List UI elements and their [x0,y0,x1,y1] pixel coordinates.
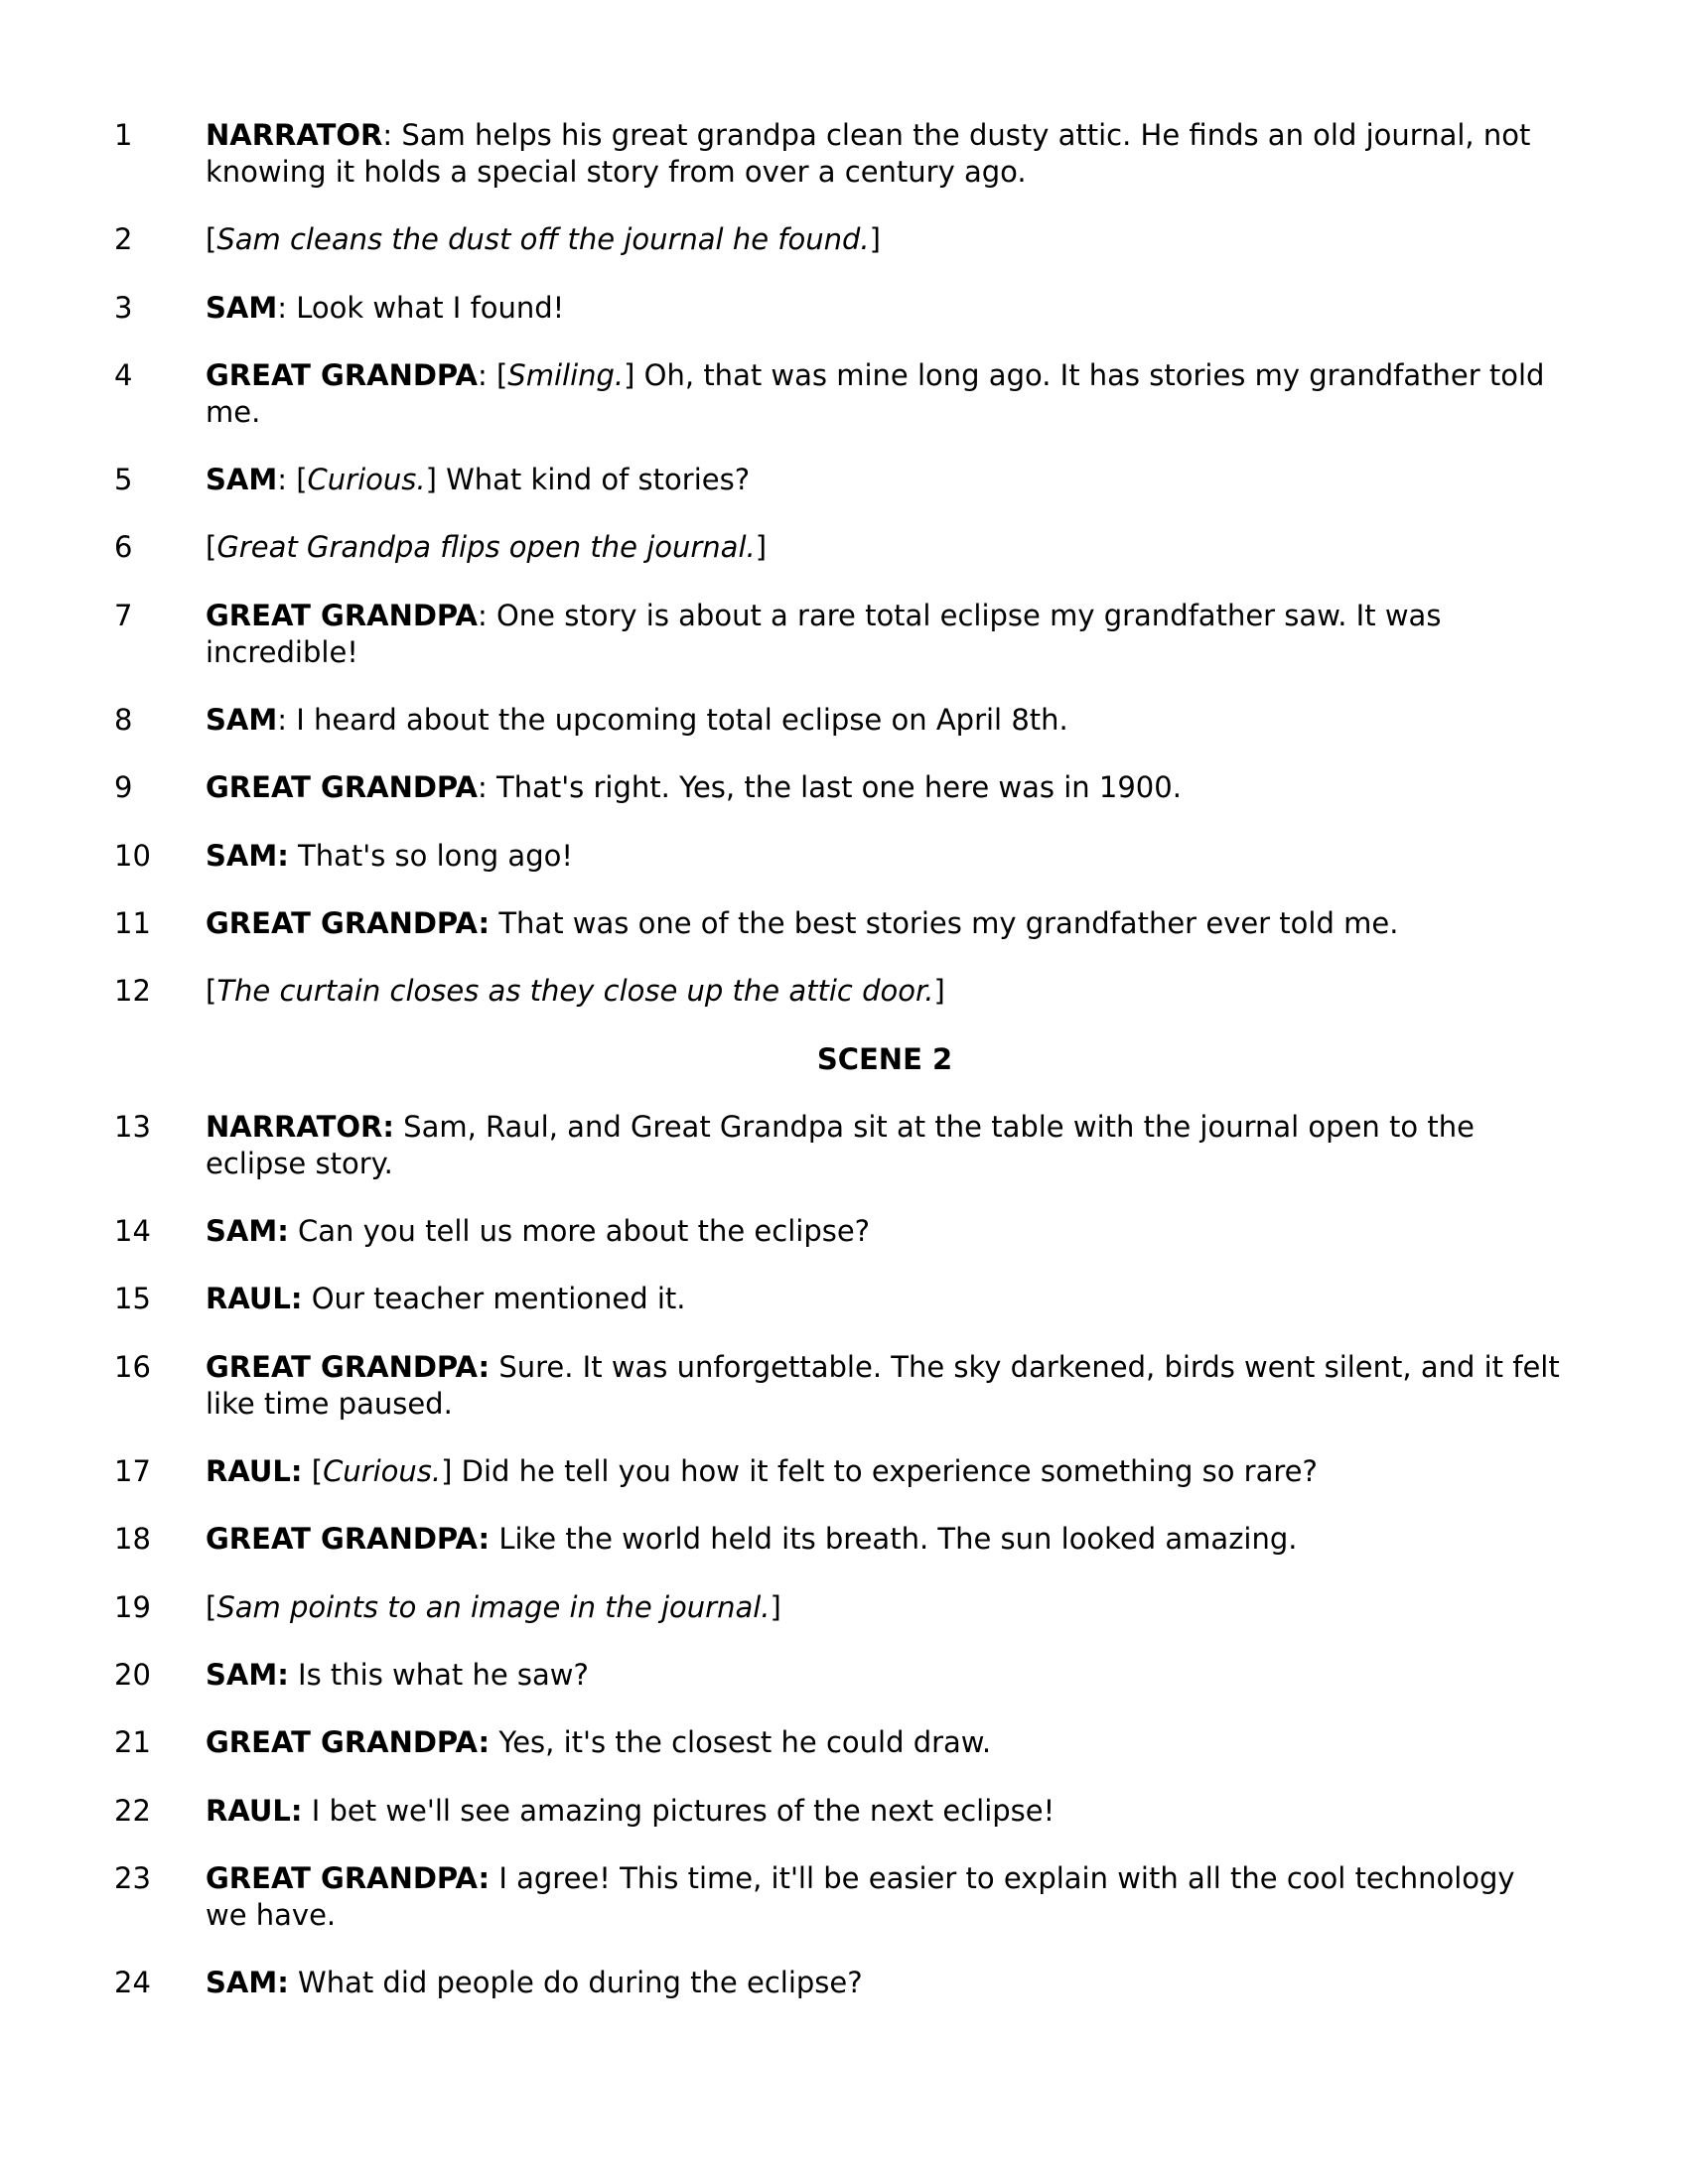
script-line [114,357,1564,431]
text-segment: ] [755,530,768,565]
line-number: 3 [114,290,133,325]
line-number: 23 [114,1860,151,1895]
line-text [206,1860,1564,1934]
text-segment: RAUL: [206,1454,303,1489]
script-line [114,529,1564,566]
line-text [206,462,1564,498]
script-line [114,290,1564,327]
script-line [114,598,1564,671]
text-segment: Is this what he saw? [288,1657,589,1692]
text-segment: [ [302,1454,324,1489]
line-text [206,1793,1564,1830]
script-line [114,1109,1564,1182]
line-text [206,1453,1564,1490]
line-text [206,702,1564,739]
script-line [114,1657,1564,1694]
text-segment: GREAT GRANDPA: [206,1860,491,1895]
line-text [206,357,1564,431]
script-line [114,462,1564,498]
script-line [114,838,1564,875]
script-line [114,973,1564,1010]
text-segment: GREAT GRANDPA: [206,905,491,940]
text-segment: GREAT GRANDPA: [206,1725,491,1760]
text-segment: GREAT GRANDPA: [206,1522,491,1557]
text-segment: SAM [206,703,278,738]
text-segment: I agree! This time, it'll be easier to explain with all the cool technology we have. [206,1860,1515,1932]
text-segment: [ [206,222,217,257]
text-segment: GREAT GRANDPA [206,770,478,805]
script-line [114,1793,1564,1830]
text-segment: ] [770,1589,781,1624]
text-segment: RAUL: [206,1282,303,1316]
script-line [114,221,1564,258]
line-number: 9 [114,770,133,805]
text-segment: SAM: [206,1966,289,2000]
script-line [114,1213,1564,1250]
text-segment: [ [206,1589,217,1624]
text-segment: [ [206,974,217,1009]
text-segment: Curious. [323,1454,442,1489]
text-segment: ] [933,974,945,1009]
text-segment: : I heard about the upcoming total eclipse on April 8th. [277,703,1068,738]
line-text [206,221,1564,258]
script-line [114,117,1564,191]
text-segment: : [ [277,463,308,497]
text-segment: SAM: [206,1657,289,1692]
text-segment: : One story is about a rare total eclipse my grandfather saw. It was incredible! [206,598,1442,669]
text-segment: Our teacher mentioned it. [302,1282,686,1316]
text-segment: Curious. [307,463,426,497]
text-segment: Sam points to an image in the journal. [216,1589,771,1624]
line-text [206,769,1564,806]
text-segment: ] [869,222,881,257]
line-number: 22 [114,1793,151,1828]
line-number: 1 [114,118,133,152]
line-text [206,1724,1564,1761]
line-number: 20 [114,1657,151,1692]
text-segment: ] Oh, that was mine long ago. It has stories my grandfather told me. [206,357,1545,429]
line-text [206,905,1564,942]
text-segment: GREAT GRANDPA [206,598,478,632]
text-segment: GREAT GRANDPA: [206,1349,491,1384]
line-number: 18 [114,1522,151,1557]
scene-heading: SCENE 2 [816,1041,953,1076]
line-number: 16 [114,1349,151,1384]
text-segment: SAM: [206,838,289,873]
line-number: 11 [114,905,151,940]
script-line [114,1453,1564,1490]
line-text [206,1109,1564,1182]
text-segment: : [ [477,357,508,392]
text-segment: GREAT GRANDPA [206,357,478,392]
line-text [206,598,1564,671]
line-number: 12 [114,974,151,1009]
line-text [206,973,1564,1010]
text-segment: : That's right. Yes, the last one here was in 1900. [477,770,1182,805]
script-line [114,1589,1564,1626]
line-number: 19 [114,1589,151,1624]
text-segment: NARRATOR [206,118,383,152]
script-line [114,1965,1564,2001]
text-segment: SAM [206,463,278,497]
line-number: 10 [114,838,151,873]
line-number: 8 [114,703,133,738]
text-segment: ] Did he tell you how it felt to experience something so rare? [441,1454,1318,1489]
text-segment: Sure. It was unforgettable. The sky darkened, birds went silent, and it felt like time paused. [206,1349,1560,1421]
text-segment: Smiling. [507,357,625,392]
text-segment: That's so long ago! [288,838,573,873]
line-number: 2 [114,222,133,257]
text-segment: Sam, Raul, and Great Grandpa sit at the table with the journal open to the eclipse story. [206,1109,1475,1180]
line-number: 6 [114,530,133,565]
script-line [114,905,1564,942]
line-text [206,1657,1564,1694]
line-text [206,1589,1564,1626]
line-number: 17 [114,1454,151,1489]
line-text [206,1281,1564,1317]
line-text [206,1521,1564,1558]
line-text [206,1213,1564,1250]
line-number: 21 [114,1725,151,1760]
line-text [206,1965,1564,2001]
text-segment: That was one of the best stories my grandfather ever told me. [490,905,1399,940]
text-segment: ] What kind of stories? [425,463,751,497]
text-segment: Sam cleans the dust off the journal he found. [216,222,870,257]
line-number: 13 [114,1109,151,1144]
text-segment: Like the world held its breath. The sun looked amazing. [490,1522,1298,1557]
text-segment: NARRATOR: [206,1109,394,1144]
line-text [206,838,1564,875]
line-text [206,1349,1564,1423]
script-line [114,1281,1564,1317]
text-segment: What did people do during the eclipse? [288,1966,863,2000]
script-line [114,1860,1564,1934]
line-number: 7 [114,598,133,632]
line-number: 24 [114,1966,151,2000]
text-segment: Great Grandpa flips open the journal. [216,530,756,565]
text-segment: [ [206,530,217,565]
script-line [114,1724,1564,1761]
script-line [114,702,1564,739]
text-segment: SAM: [206,1214,289,1249]
line-number: 4 [114,357,133,392]
text-segment: : Look what I found! [277,290,565,325]
line-number: 5 [114,463,133,497]
line-number: 14 [114,1214,151,1249]
text-segment: Yes, it's the closest he could draw. [490,1725,992,1760]
script-line [114,1349,1564,1423]
line-text [206,117,1564,191]
line-text [206,290,1564,327]
text-segment: I bet we'll see amazing pictures of the next eclipse! [302,1793,1055,1828]
text-segment: Can you tell us more about the eclipse? [288,1214,871,1249]
line-number: 15 [114,1282,151,1316]
line-text [206,529,1564,566]
text-segment: : Sam helps his great grandpa clean the dusty attic. He finds an old journal, not knowing it holds a special story from over a century ago. [206,118,1531,189]
script-line [114,769,1564,806]
text-segment: RAUL: [206,1793,303,1828]
text-segment: The curtain closes as they close up the attic door. [216,974,934,1009]
text-segment: SAM [206,290,278,325]
script-line [114,1521,1564,1558]
